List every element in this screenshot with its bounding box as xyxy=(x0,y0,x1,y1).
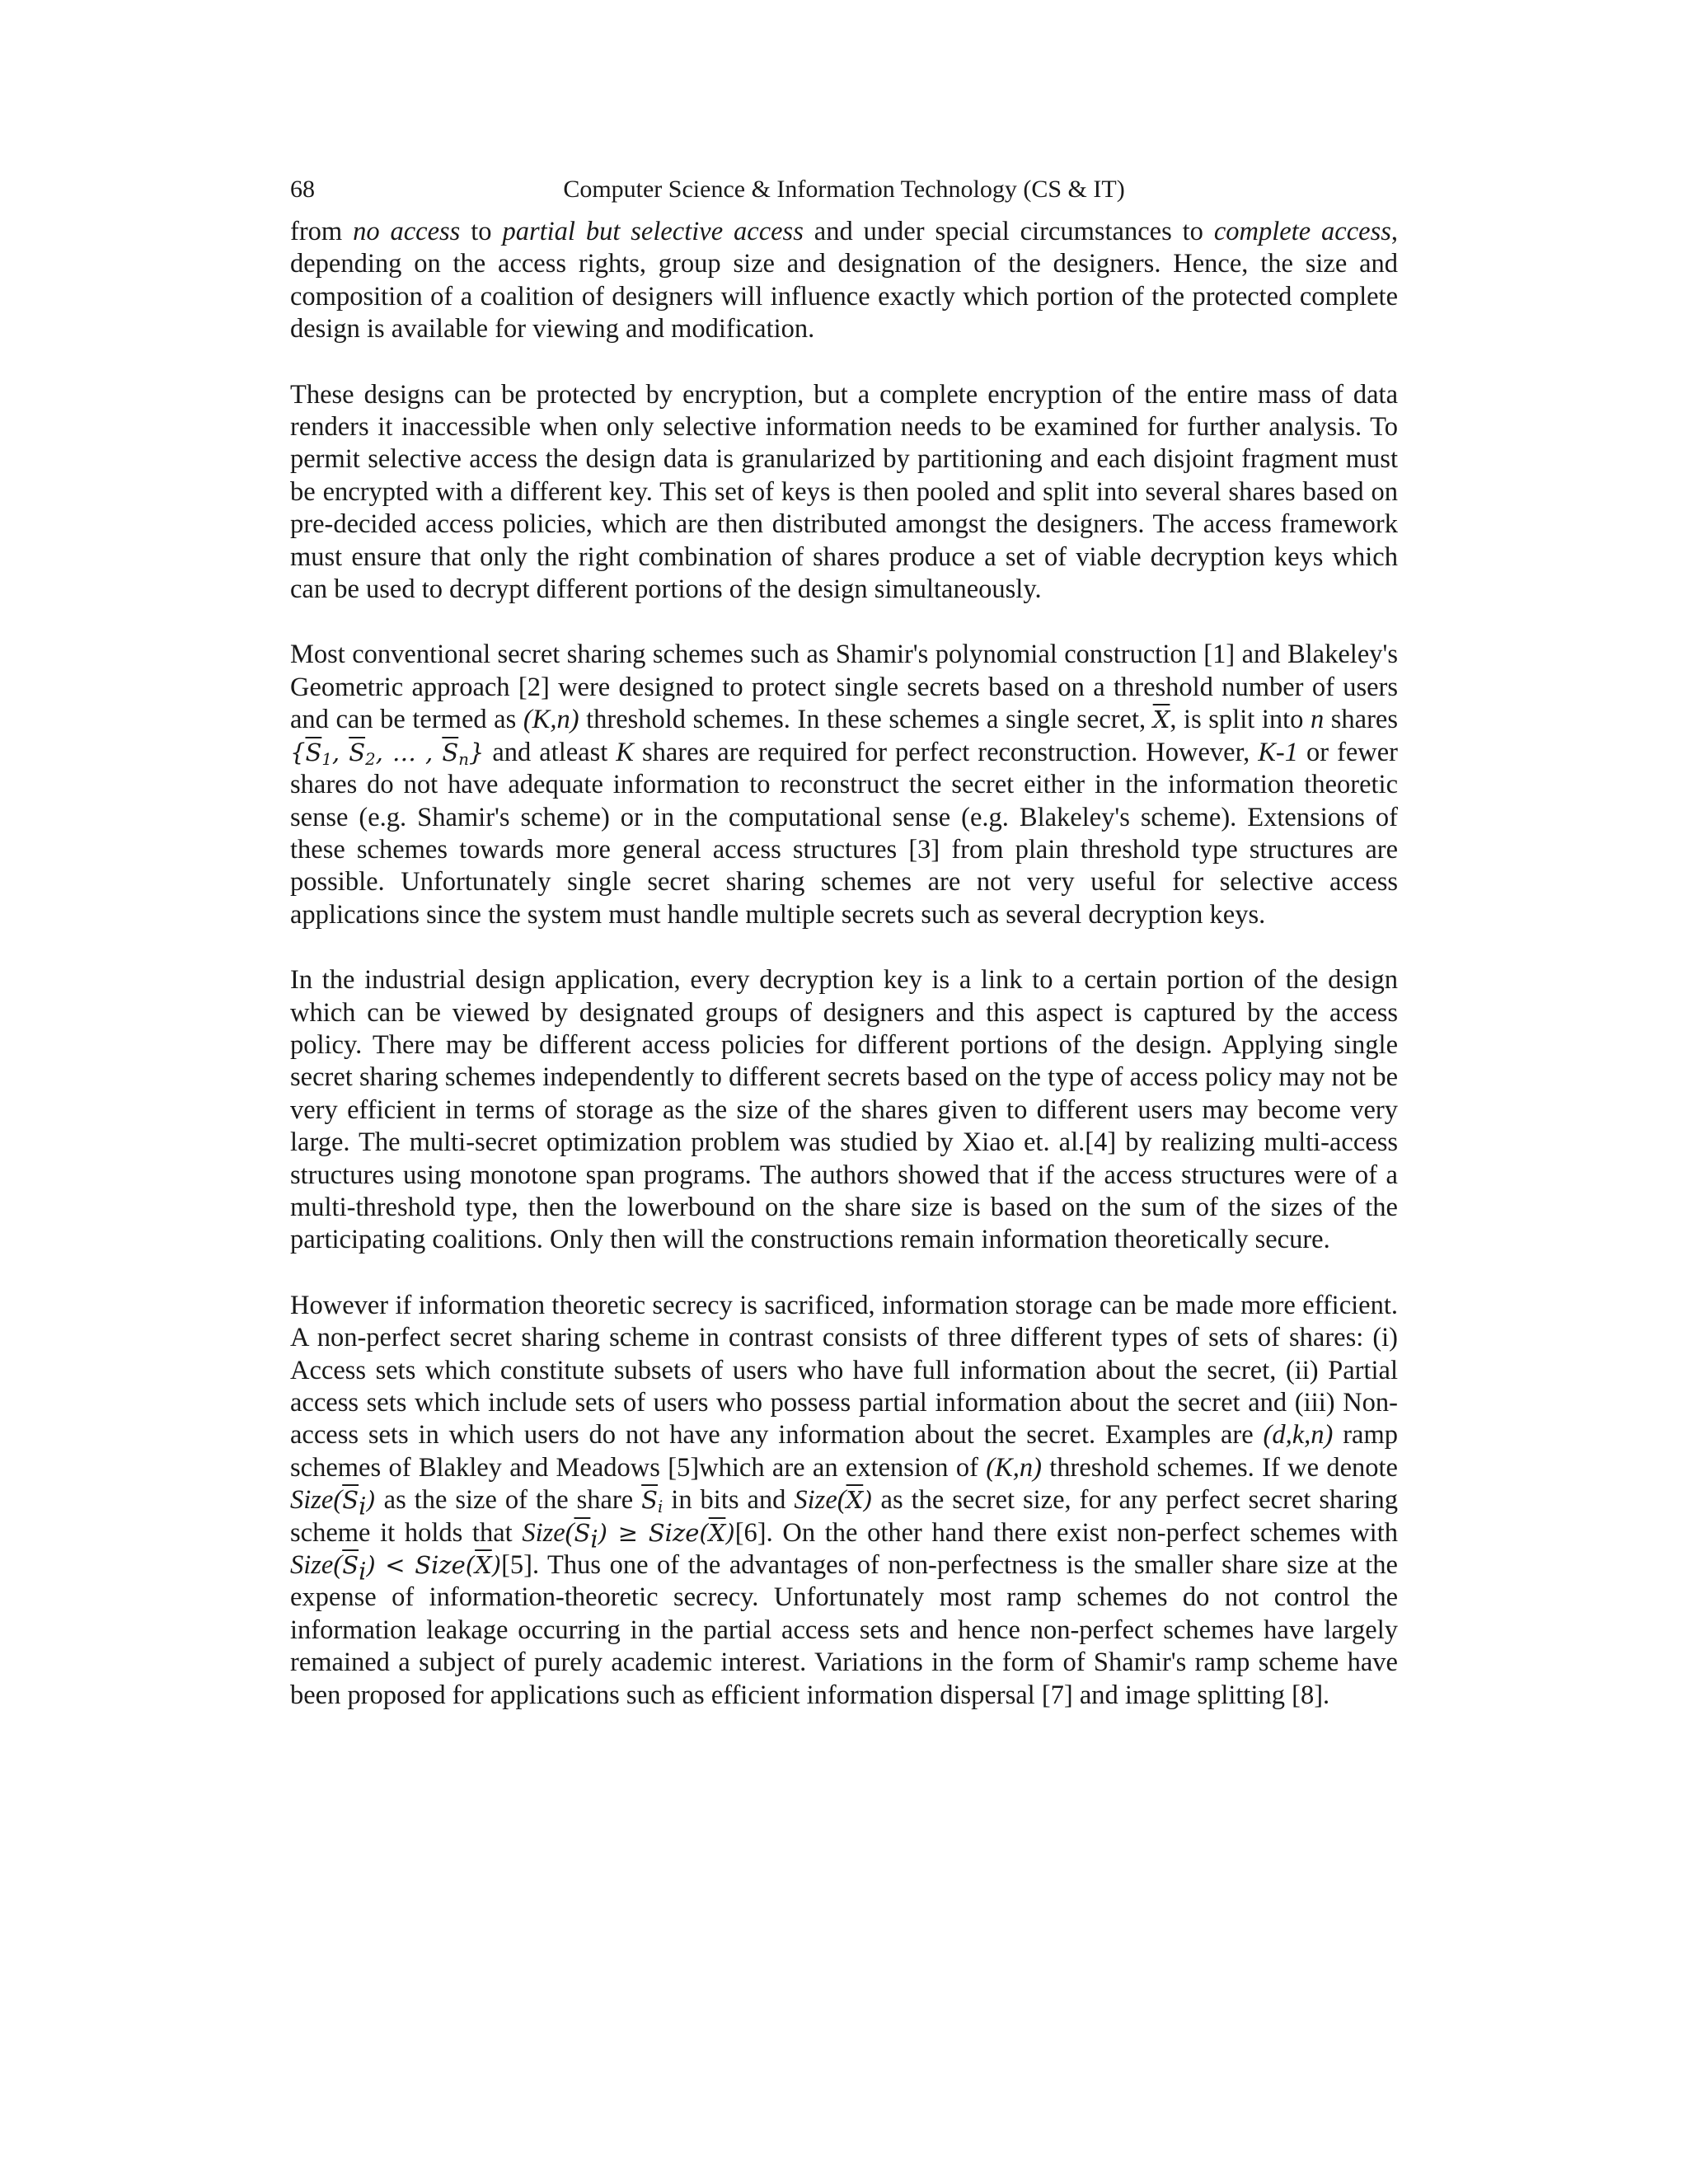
paragraph-3 xyxy=(290,639,1398,931)
paragraph-1 xyxy=(290,216,1398,346)
math-share-set xyxy=(290,738,485,769)
text-run: threshold schemes. If we denote xyxy=(1041,1452,1398,1483)
math-subscript: 1 xyxy=(321,749,332,769)
text-run: in bits and xyxy=(663,1485,795,1516)
math-subscript: n xyxy=(458,749,469,769)
math-k: K xyxy=(616,737,634,767)
math-size-share xyxy=(290,1485,376,1521)
math-secret-x: $\overline{X}$ xyxy=(708,1518,726,1547)
text-run: ramp schemes of Blakley and Meadows [5]which are an extension of xyxy=(290,1420,1398,1483)
text-run: Most conventional secret sharing schemes such as Shamir's polynomial construction [1] and Blakeley's Geometric approach [2] were designed to protect single secrets based on a threshold number of users and can be termed as xyxy=(290,640,1398,735)
math-share-s: $\overline{S}$ xyxy=(442,738,459,766)
text-run: from xyxy=(290,217,354,246)
math-share-si xyxy=(641,1486,663,1517)
text-run: threshold schemes. In these schemes a single secret, xyxy=(579,705,1153,735)
text-run: as the secret size, for any perfect secret sharing scheme it holds that xyxy=(290,1485,1398,1548)
math-paren-close: ) xyxy=(863,1486,873,1515)
math-inequality-lt xyxy=(290,1550,502,1586)
italic-term: (d,k,n) xyxy=(1263,1420,1334,1451)
text-run: [5]. Thus one of the advantages of non-perfectness is the smaller share size at the expense of information-theoretic secrecy. Unfortunately most ramp schemes do not control the information leakage occurring in the partial access sets and hence non-perfect schemes have largely remained a subject of purely academic interest. Variations in the form of Shamir's ramp scheme have been proposed for applications such as efficient information dispersal [7] and image splitting [8]. xyxy=(290,1550,1398,1710)
running-title: Computer Science & Information Technology (CS & IT) xyxy=(563,176,1125,203)
math-subscript: i xyxy=(658,1497,663,1517)
text-run: and atleast xyxy=(484,737,617,767)
body-text xyxy=(290,216,1398,1745)
text-run: shares xyxy=(1324,705,1399,735)
math-paren-close: ) xyxy=(491,1551,502,1580)
math-ellipsis: , … , xyxy=(375,738,443,766)
math-size-secret xyxy=(794,1485,872,1515)
math-inequality-geq xyxy=(522,1517,735,1553)
paragraph-2: These designs can be protected by encryption, but a complete encryption of the entire mass of data renders it inaccessible when only selective information needs to be examined for further analysis. To permit selective access the design data is granularized by partitioning and each disjoint fragment must be encrypted with a different key. This set of keys is then pooled and split into several shares based on pre-decided access policies, which are then distributed amongst the designers. The access framework must ensure that only the right combination of shares produce a set of viable decryption keys which can be used to decrypt different portions of the design simultaneously. xyxy=(290,379,1398,605)
math-size-fn: Size( xyxy=(415,1551,476,1580)
italic-term: complete access xyxy=(1213,217,1391,246)
math-subscript: i xyxy=(359,1492,367,1521)
paragraph-4: In the industrial design application, every decryption key is a link to a certain portion of the design which can be viewed by designated groups of designers and this aspect is captured by the access policy. There may be different access policies for different portions of the design. Applying single secret sharing schemes independently to different secrets based on the type of access policy may not be very efficient in terms of storage as the size of the shares given to different users may become very large. The multi-secret optimization problem was studied by Xiao et. al.[4] by realizing multi-access structures using monotone span programs. The authors showed that if the access structures were of a multi-threshold type, then the lowerbound on the share size is based on the sum of the sizes of the participating coalitions. Only then will the constructions remain information theoretically secure. xyxy=(290,965,1398,1255)
math-n: n xyxy=(1310,705,1325,735)
math-paren-close: ) xyxy=(366,1551,376,1580)
math-k-minus-1: K-1 xyxy=(1258,737,1298,767)
text-run: , is split into xyxy=(1170,705,1311,735)
text-run: to xyxy=(460,217,503,246)
math-subscript: 2 xyxy=(365,749,376,769)
math-size-fn: Size( xyxy=(290,1550,343,1581)
paragraph-5 xyxy=(290,1290,1398,1712)
math-subscript: i xyxy=(590,1524,598,1553)
page-header xyxy=(290,170,1398,209)
math-size-fn: Size( xyxy=(290,1485,343,1516)
text-run: as the size of the share xyxy=(375,1485,642,1516)
italic-term: no access xyxy=(353,217,461,246)
math-size-fn: Size( xyxy=(648,1518,709,1547)
math-brace-open: { xyxy=(290,738,306,766)
italic-term: (K,n) xyxy=(523,705,579,735)
math-paren-close: ) xyxy=(366,1486,376,1515)
math-lt: < xyxy=(375,1551,415,1580)
page-number: 68 xyxy=(290,176,315,203)
math-share-s: $\overline{S}$ xyxy=(342,1551,359,1580)
text-run: , depending on the access rights, group size and designation of the designers. Hence, the size and composition of a coalition of designers will influence exactly which portion of the protected complete design is available for viewing and modification. xyxy=(290,217,1398,344)
math-size-fn: Size( xyxy=(794,1485,846,1516)
text-run: or fewer shares do not have adequate information to reconstruct the secret either in the information theoretic sense (e.g. Shamir's scheme) or in the computational sense (e.g. Blakeley's scheme). Extensions of these schemes towards more general access structures [3] from plain threshold type structures are possible. Unfortunately single secret sharing schemes are not very useful for selective access applications since the system must handle multiple secrets such as several decryption keys. xyxy=(290,737,1399,930)
math-share-s: $\overline{S}$ xyxy=(349,738,366,766)
math-size-fn: Size( xyxy=(522,1517,574,1548)
text-run: [6]. On the other hand there exist non-perfect schemes with xyxy=(734,1517,1398,1548)
text-run: However if information theoretic secrecy is sacrificed, information storage can be made more efficient. A non-perfect secret sharing scheme in contrast consists of three different types of sets of shares: (i) Access sets which constitute subsets of users who have full information about the secret, (ii) Partial access sets which include sets of users who possess partial information about the secret and (iii) Non-access sets in which users do not have any information about the secret. Examples are xyxy=(290,1290,1398,1451)
math-share-s: $\overline{S}$ xyxy=(641,1486,659,1515)
math-share-s: $\overline{S}$ xyxy=(342,1486,359,1515)
math-paren-close: ) xyxy=(598,1518,607,1547)
math-secret-x: $\overline{X}$ xyxy=(1152,705,1170,734)
italic-term: partial but selective access xyxy=(502,217,804,246)
math-geq: ≥ xyxy=(607,1518,649,1547)
text-run: and under special circumstances to xyxy=(803,217,1214,246)
math-secret-x: $\overline{X}$ xyxy=(846,1486,864,1515)
math-share-s: $\overline{S}$ xyxy=(574,1518,591,1547)
math-comma: , xyxy=(331,738,349,766)
math-brace-close: } xyxy=(468,738,485,766)
math-subscript: i xyxy=(359,1557,367,1586)
math-paren-close: ) xyxy=(725,1518,735,1547)
math-secret-x: $\overline{X}$ xyxy=(475,1551,492,1580)
text-run: shares are required for perfect reconstruction. However, xyxy=(633,737,1259,767)
italic-term: (K,n) xyxy=(986,1452,1042,1483)
math-share-s: $\overline{S}$ xyxy=(305,738,322,766)
